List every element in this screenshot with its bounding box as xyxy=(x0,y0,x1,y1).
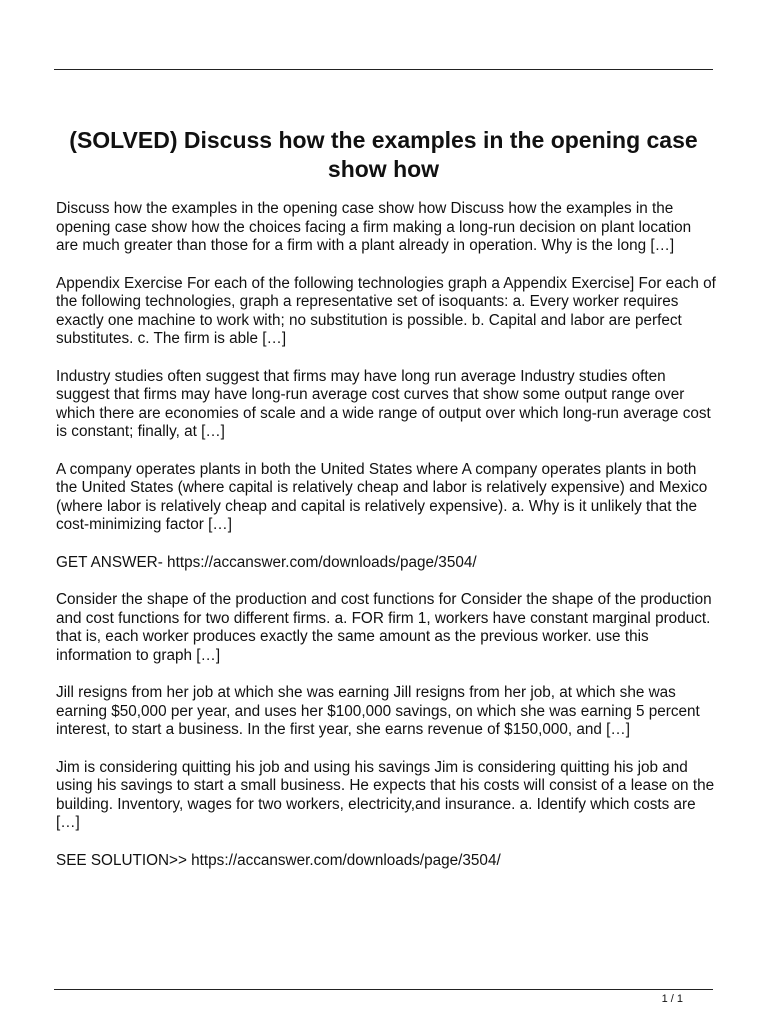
paragraph-discuss-examples: Discuss how the examples in the opening case show how Discuss how the examples in the opening case show how the choices facing a firm making a long-run decision on plant location are much greater than those for a firm with a plant already in operation. Why is the long […] xyxy=(56,200,692,254)
footer-divider xyxy=(54,989,713,990)
page-title: (SOLVED) Discuss how the examples in the opening case show how xyxy=(69,127,698,182)
paragraph-production-cost: Consider the shape of the production and cost functions for Consider the shape of the production and cost functions for two different firms. a. FOR firm 1, workers have constant marginal product. that is, each worker produces exactly the same amount as the previous worker. use this information to graph […] xyxy=(56,591,712,664)
header-divider xyxy=(54,69,713,70)
paragraph-appendix-exercise: Appendix Exercise For each of the following technologies graph a Appendix Exercise] For each of the following technologies, graph a representative set of isoquants: a. Every worker requires exactly one machine to work with; no substitution is possible. b. Capital and labor are perfect substitutes. c. The firm is able […] xyxy=(56,274,716,347)
paragraph-jill-resigns: Jill resigns from her job at which she was earning Jill resigns from her job, at which she was earning $50,000 per year, and uses her $100,000 savings, on which she was earning 5 percent interest, to start a business. In the first year, she earns revenue of $150,000, and […] xyxy=(56,684,700,738)
see-solution-link[interactable]: SEE SOLUTION>> https://accanswer.com/downloads/page/3504/ xyxy=(56,851,501,869)
get-answer-link[interactable]: GET ANSWER- https://accanswer.com/downloads/page/3504/ xyxy=(56,553,477,571)
paragraph-industry-studies: Industry studies often suggest that firms may have long run average Industry studies often suggest that firms may have long-run average cost curves that show some output range over which there are economies of scale and a wide range of output over which long-run average cost is constant; finally, at […] xyxy=(56,367,711,440)
paragraph-jim-considering: Jim is considering quitting his job and using his savings Jim is considering quitting his job and using his savings to start a small business. He expects that his costs will consist of a lease on the building. Inventory, wages for two workers, electricity,and insurance. a. Identify which costs are […] xyxy=(56,758,715,831)
document-body xyxy=(56,200,716,889)
page-number: 1 / 1 xyxy=(661,993,683,1005)
paragraph-company-plants: A company operates plants in both the United States where A company operates plants in both the United States (where capital is relatively cheap and labor is relatively expensive) and Mexico (where labor is relatively cheap and capital is relatively expensive). a. Why is it unlikely that the cost-minimizing factor […] xyxy=(56,460,708,533)
